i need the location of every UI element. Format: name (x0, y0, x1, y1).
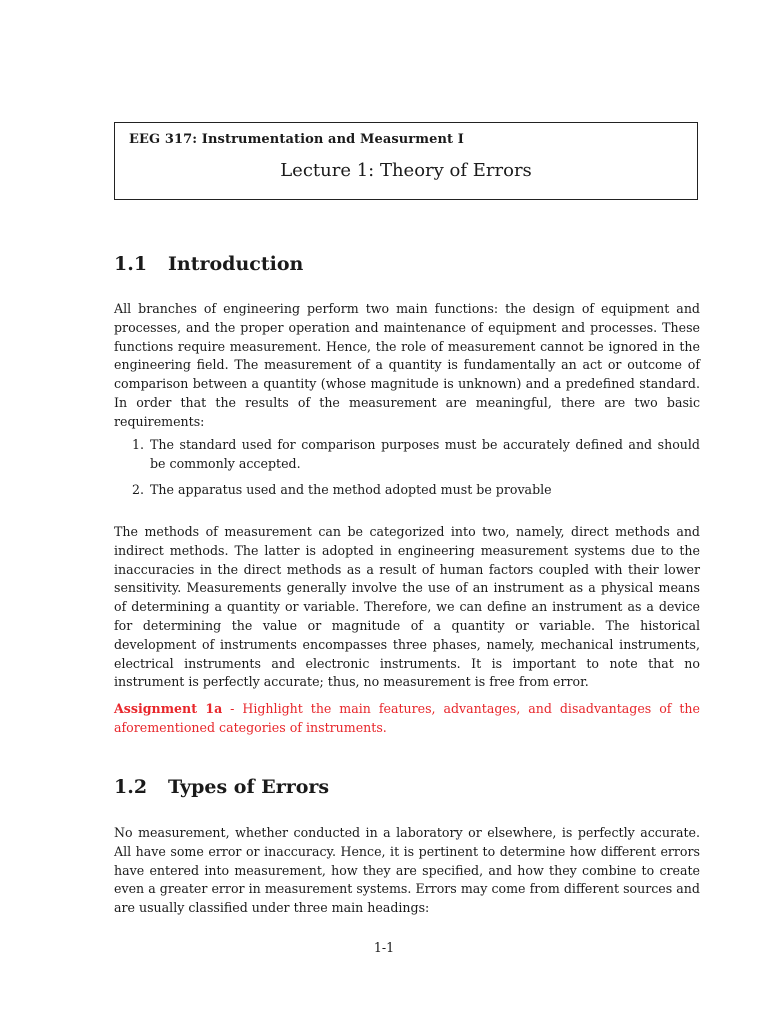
section-heading-introduction (114, 253, 303, 275)
list-item (114, 481, 700, 500)
section-number: 1.2 (114, 776, 148, 798)
assignment-label: Assignment 1a (114, 701, 223, 716)
assignment-note (114, 700, 700, 738)
list-item-text: The standard used for comparison purposes must be accurately defined and should be commonly accepted. (150, 437, 700, 471)
methods-paragraph: The methods of measurement can be categorized into two, namely, direct methods and indirect methods. The latter is adopted in engineering measurement systems due to the inaccuracies in the direct methods as a result of human factors coupled with their lower sensitivity. Measurements generally involve the use of an instrument as a physical means of determining a quantity or variable. Therefore, we can define an instrument as a device for determining the value or magnitude of a quantity or variable. The historical development of instruments encompasses three phases, namely, mechanical instruments, electrical instruments and electronic instruments. It is important to note that no instrument is perfectly accurate; thus, no measurement is free from error. (114, 524, 700, 690)
errors-paragraph: No measurement, whether conducted in a laboratory or elsewhere, is perfectly accurate. All have some error or inaccuracy. Hence, it is pertinent to determine how different errors have entered into measurement, how they are specified, and how they combine to create even a greater error in measurement systems. Errors may come from different sources and are usually classified under three main headings: (114, 825, 700, 916)
page-number: 1-1 (373, 940, 395, 955)
list-item (114, 436, 700, 474)
section-title: Types of Errors (168, 776, 330, 798)
intro-paragraph: All branches of engineering perform two main functions: the design of equipment and processes, and the proper operation and maintenance of equipment and processes. These functions require measurement. Hence, the role of measurement cannot be ignored in the engineering field. The measurement of a quantity is fundamentally an act or outcome of comparison between a quantity (whose magnitude is unknown) and a predefined standard. In order that the results of the measurement are meaningful, there are two basic requirements: (114, 301, 700, 429)
section-title: Introduction (168, 253, 304, 275)
list-marker: 1. (132, 437, 145, 452)
course-title: EEG 317: Instrumentation and Measurment I (129, 132, 464, 147)
list-marker: 2. (132, 481, 145, 497)
assignment-text: - Highlight the main features, advantages, and disadvantages of the aforementioned categories of instruments. (114, 701, 700, 735)
section-number: 1.1 (114, 253, 148, 275)
list-item-text: The apparatus used and the method adopted must be provable (150, 481, 552, 497)
section-heading-types-of-errors (114, 776, 329, 798)
lecture-header-box (114, 122, 698, 200)
lecture-title: Lecture 1: Theory of Errors (280, 160, 532, 181)
requirements-list (114, 436, 700, 506)
